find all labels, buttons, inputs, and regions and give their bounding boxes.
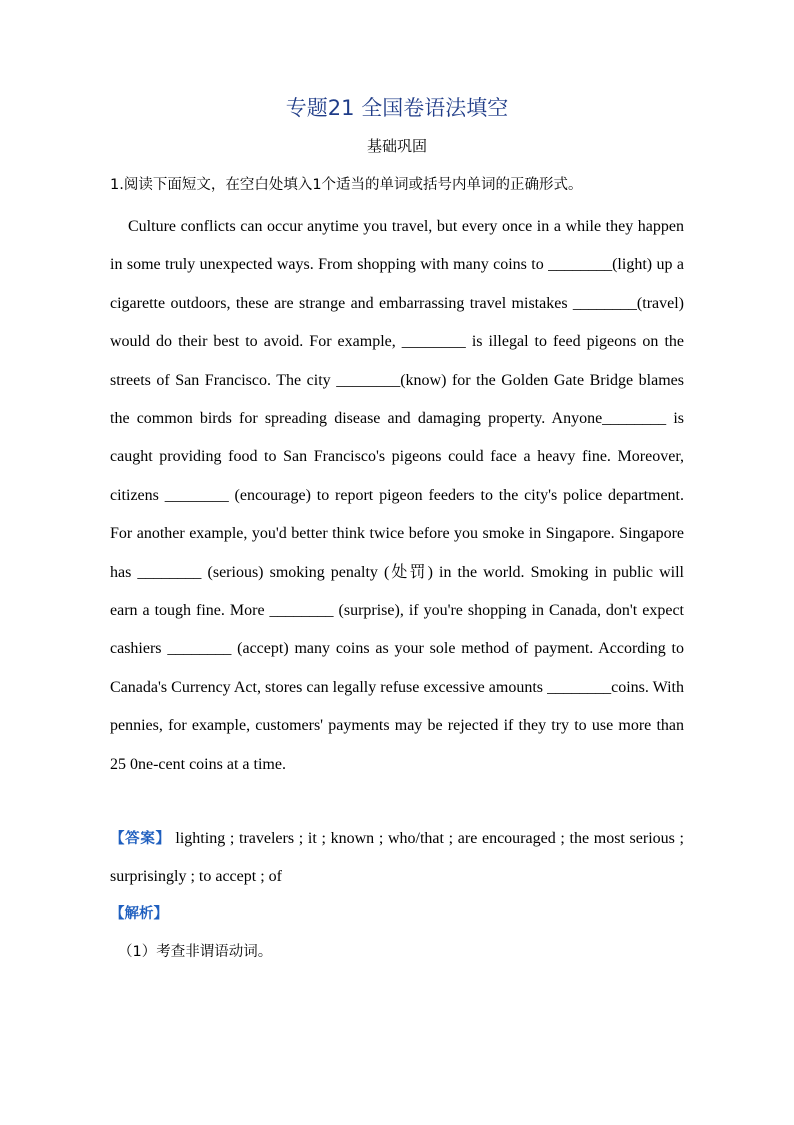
answer-label: 【答案】	[110, 831, 171, 847]
question-instruction: 1.阅读下面短文，在空白处填入1个适当的单词或括号内单词的正确形式。	[110, 177, 583, 193]
answer-text: lighting ; travelers ; it ; known ; who/that ; are encouraged ; the most serious ; surprisingly ; to accept ; of	[110, 830, 685, 886]
analysis-point-1: （1）考查非谓语动词。	[118, 944, 273, 960]
answer-block	[110, 820, 684, 897]
page-title: 专题21 全国卷语法填空	[285, 96, 509, 120]
section-subtitle: 基础巩固	[366, 137, 427, 155]
analysis-label: 【解析】	[110, 906, 168, 922]
passage-paragraph	[110, 208, 684, 784]
passage-text: Culture conflicts can occur anytime you travel, but every once in a while they happen in some truly unexpected ways. From shopping with many coins to ________(light) up a cigarette outdoors, these are strange and embarrassing travel mistakes ________(travel) would do their best to avoid. For example, ________ is illegal to feed pigeons on the streets of San Francisco. The city ________(know) for the Golden Gate Bridge blames the common birds for spreading disease and damaging property. Anyone________ is caught providing food to San Francisco's pigeons could face a heavy fine. Moreover, citizens ________ (encourage) to report pigeon feeders to the city's police department. For another example, you'd better think twice before you smoke in Singapore. Singapore has ________ (serious) smoking penalty (处罚) in the world. Smoking in public will earn a tough fine. More ________ (surprise), if you're shopping in Canada, don't expect cashiers ________ (accept) many coins as your sole method of payment. According to Canada's Currency Act, stores can legally refuse excessive amounts ________coins. With pennies, for example, customers' payments may be rejected if they try to use more than 25 0ne-cent coins at a time.	[110, 218, 684, 773]
